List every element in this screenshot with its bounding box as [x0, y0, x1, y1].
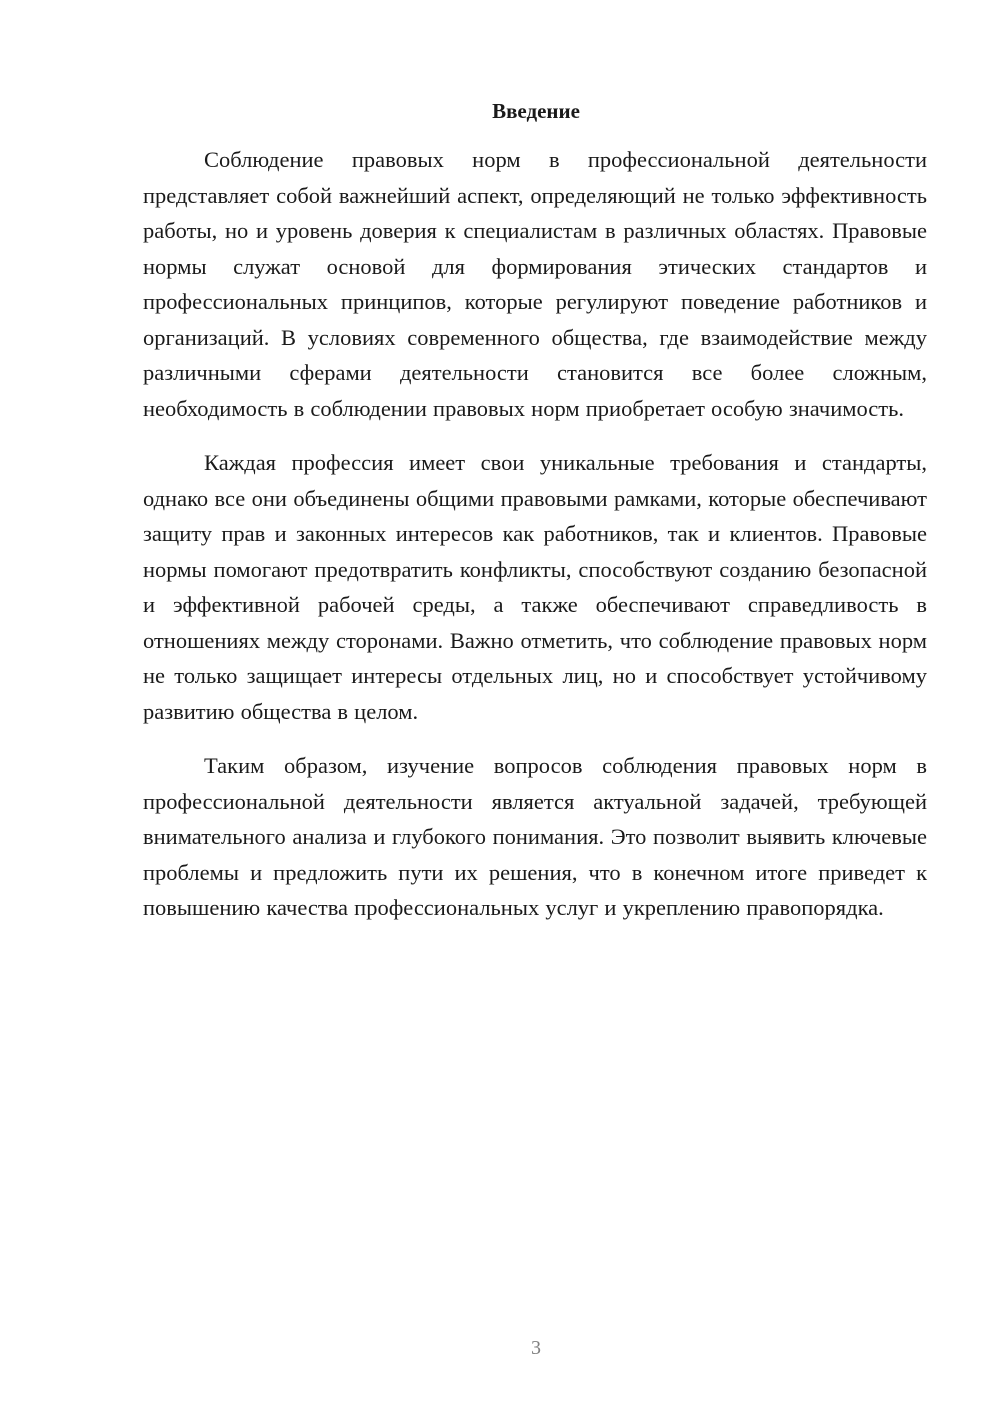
paragraph-3: Таким образом, изучение вопросов соблюдения правовых норм в профессиональной деятельности является актуальной задачей, требующей внимательного анализа и глубокого понимания. Это позволит выявить ключевые проблемы и предложить пути их решения, что в конечном итоге приведет к повышению качества профессиональных услуг и укреплению правопорядка. [143, 753, 927, 920]
section-heading: Введение [492, 99, 580, 123]
body-text [143, 142, 927, 926]
page-number: 3 [531, 1337, 541, 1359]
paragraph-2: Каждая профессия имеет свои уникальные требования и стандарты, однако все они объединены общими правовыми рамками, которые обеспечивают защиту прав и законных интересов как работников, так и клиентов. Правовые нормы помогают предотвратить конфликты, способствуют созданию безопасной и эффективной рабочей среды, а также обеспечивают справедливость в отношениях между сторонами. Важно отметить, что соблюдение правовых норм не только защищает интересы отдельных лиц, но и способствует устойчивому развитию общества в целом. [143, 450, 927, 724]
paragraph-1: Соблюдение правовых норм в профессиональной деятельности представляет собой важнейший аспект, определяющий не только эффективность работы, но и уровень доверия к специалистам в различных областях. Правовые нормы служат основой для формирования этических стандартов и профессиональных принципов, которые регулируют поведение работников и организаций. В условиях современного общества, где взаимодействие между различными сферами деятельности становится все более сложным, необходимость в соблюдении правовых норм приобретает особую значимость. [143, 147, 927, 421]
